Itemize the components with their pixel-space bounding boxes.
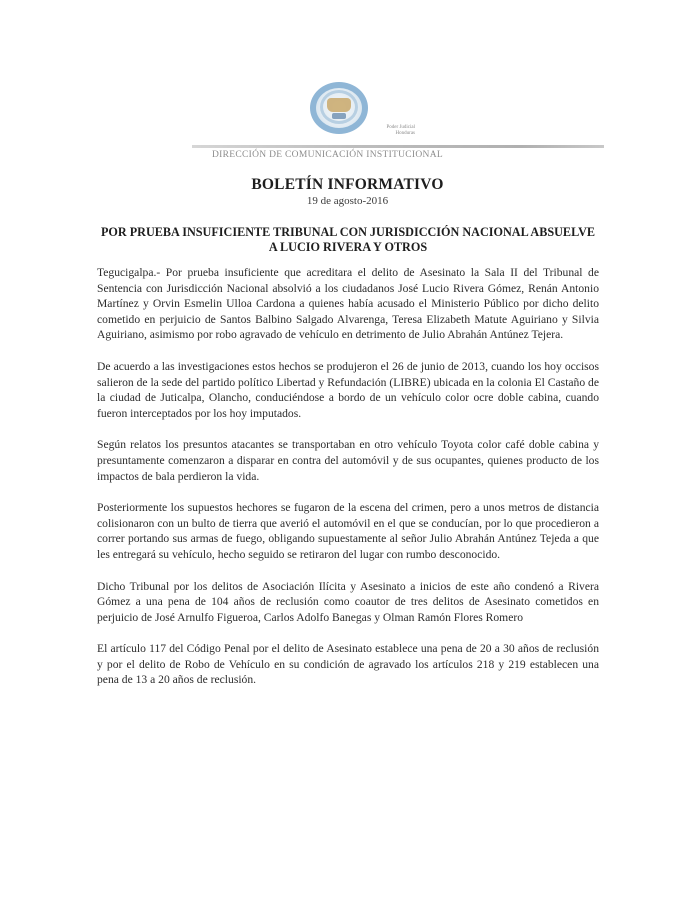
paragraph-4: Posteriormente los supuestos hechores se fugaron de la escena del crimen, pero a unos metros de distancia colisionaron con un bulto de tierra que averió el automóvil en el que se conducían, por lo que procedieron a correr portando sus armas de fuego, obligando supuestamente al señor Julio Abrahán Antúnez Tejeda a que les entregará su vehículo, hecho seguido se retiraron del lugar con rumbo desconocido. (97, 501, 599, 561)
logo-emblem (327, 98, 351, 112)
logo-emblem-base (332, 113, 346, 119)
logo-caption (365, 125, 415, 137)
department-name: DIRECCIÓN DE COMUNICACIÓN INSTITUCIONAL (212, 150, 443, 160)
article-body (97, 265, 599, 704)
bulletin-date: 19 de agosto-2016 (306, 195, 389, 207)
logo-caption-line-2: Honduras (395, 131, 415, 136)
paragraph-2: De acuerdo a las investigaciones estos hechos se produjeron el 26 de junio de 2013, cuando los hoy occisos salieron de la sede del partido político Libertad y Refundación (LIBRE) ubicada en la colonia El Castaño de la ciudad de Juticalpa, Olancho, conduciéndose a bordo de un vehículo color ocre doble cabina, cuando fueron interceptados por los hoy imputados. (97, 359, 599, 420)
paragraph-6: El artículo 117 del Código Penal por el delito de Asesinato establece una pena de 20 a 30 años de reclusión y por el delito de Robo de Vehículo en su condición de agravado los artículos 218 y 219 establecen una pena de 13 a 20 años de reclusión. (97, 642, 599, 687)
paragraph-5: Dicho Tribunal por los delitos de Asociación Ilícita y Asesinato a inicios de este año condenó a Rivera Gómez a una pena de 104 años de reclusión como coautor de tres delitos de Asesinato cometidos en perjuicio de José Arnulfo Figueroa, Carlos Adolfo Banegas y Olman Ramón Flores Romero (97, 579, 599, 624)
paragraph-1: Tegucigalpa.- Por prueba insuficiente que acreditara el delito de Asesinato la Sala II del Tribunal de Sentencia con Jurisdicción Nacional absolvió a los ciudadanos José Lucio Rivera Gómez, Renán Antonio Martínez y Orvin Esmelin Ulloa Cardona a quienes había acusado el Ministerio Público por dicho delito cometido en perjuicio de Santos Balbino Salgado Alvarenga, Teresa Elizabeth Matute Aguiriano y Silvia Aguiriano, asimismo por robo agravado de vehículo en detrimento de Julio Abrahán Antúnez Tejera. (97, 266, 599, 342)
bulletin-title: BOLETÍN INFORMATIVO (251, 176, 444, 193)
header-divider (192, 145, 604, 148)
logo-caption-line-1: Poder Judicial (386, 125, 415, 130)
headline: POR PRUEBA INSUFICIENTE TRIBUNAL CON JURISDICCIÓN NACIONAL ABSUELVE A LUCIO RIVERA Y OTROS (100, 225, 596, 254)
paragraph-3: Según relatos los presuntos atacantes se transportaban en otro vehículo Toyota color café doble cabina y presuntamente comenzaron a disparar en contra del automóvil y de sus ocupantes, quienes producto de los impactos de bala perdieron la vida. (97, 438, 599, 483)
